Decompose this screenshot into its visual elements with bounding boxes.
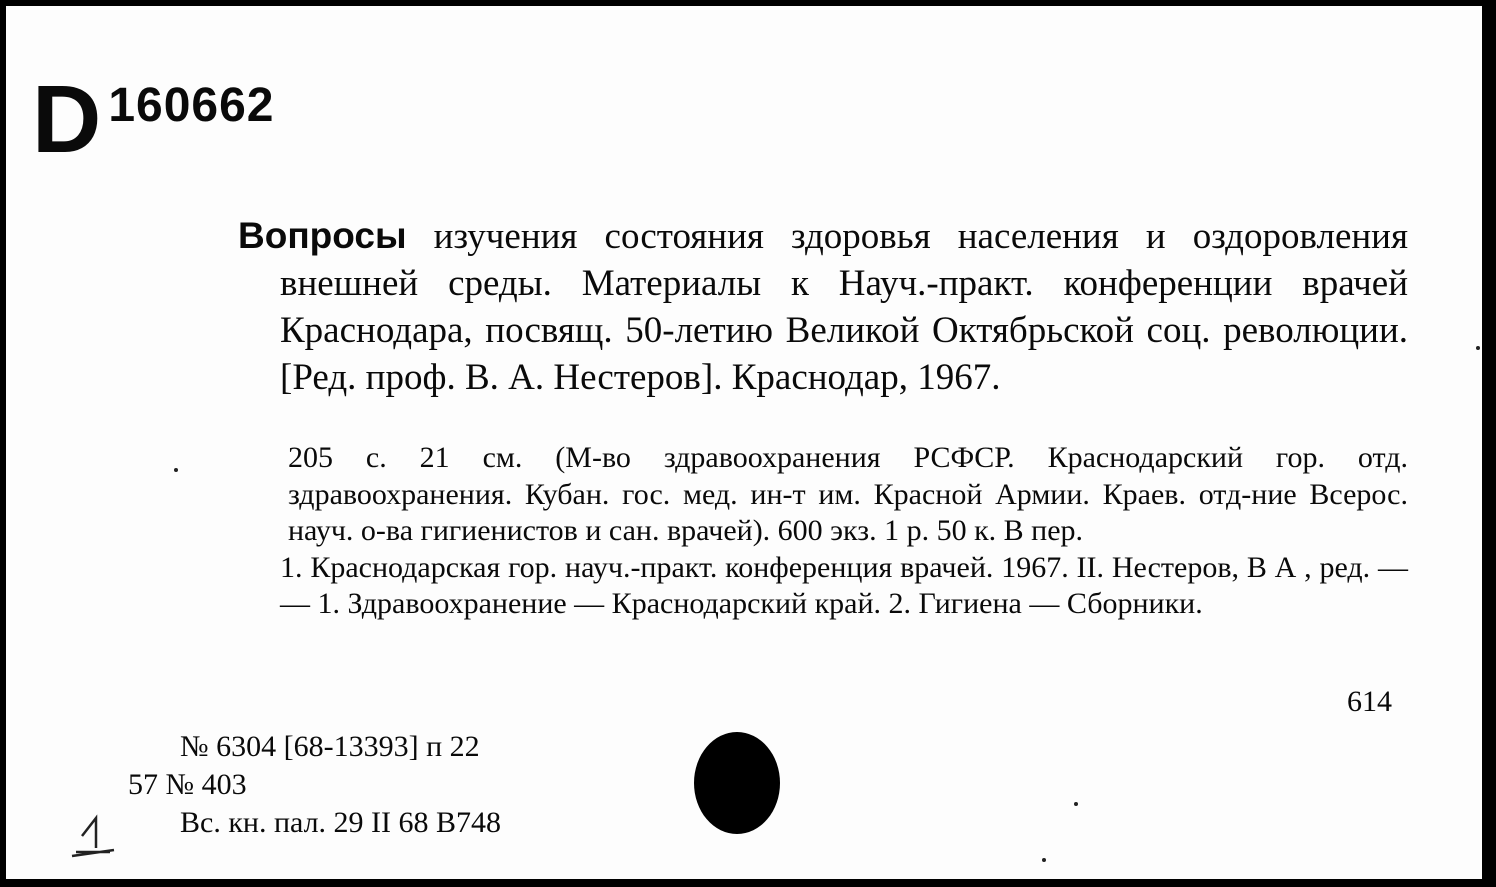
card-description: [236, 440, 1408, 623]
ink-blot: [694, 732, 780, 834]
title-text: изучения состояния здоровья населения и оздоровления внешней среды. Материалы к Науч.-практ. конференции врачей Краснодара, посвящ. 50-летию Великой Октябрьской соц. революции. [Ред. проф. В. А. Нестеров]. Краснодар, 1967.: [280, 216, 1408, 398]
call-number-digits: 160662: [108, 79, 275, 132]
physical-description: 205 с. 21 см. (М-во здравоохранения РСФСР. Краснодарский гор. отд. здравоохранения. Кубан. гос. мед. ин-т им. Красной Армии. Краев. отд-ние Всерос. науч. о-ва гигиенистов и сан. врачей). 600 экз. 1 р. 50 к. В пер.: [288, 441, 1408, 547]
imprint-line-1: № 6304 [68-13393] п 22: [180, 730, 480, 763]
speck: [1074, 802, 1078, 806]
imprint-line-3: Вс. кн. пал. 29 II 68 В748: [180, 806, 502, 839]
call-number: [32, 66, 275, 173]
bibliographic-title: [238, 212, 1408, 401]
catalog-card: [6, 6, 1486, 879]
speck: [174, 468, 178, 472]
side-number: 57: [128, 768, 158, 801]
speck: [1476, 346, 1480, 350]
call-number-prefix: D: [32, 66, 103, 173]
speck: [1042, 858, 1046, 862]
class-number: 614: [1347, 685, 1392, 718]
pencil-mark: [62, 812, 122, 858]
tracings: 1. Краснодарская гор. науч.-практ. конференция врачей. 1967. II. Нестеров, В А , ред. — — 1. Здравоохранение — Краснодарский край. 2. Гигиена — Сборники.: [280, 550, 1408, 620]
imprint-line-2: 57 № 403: [128, 768, 247, 801]
title-lead-word: Вопросы: [238, 215, 407, 256]
